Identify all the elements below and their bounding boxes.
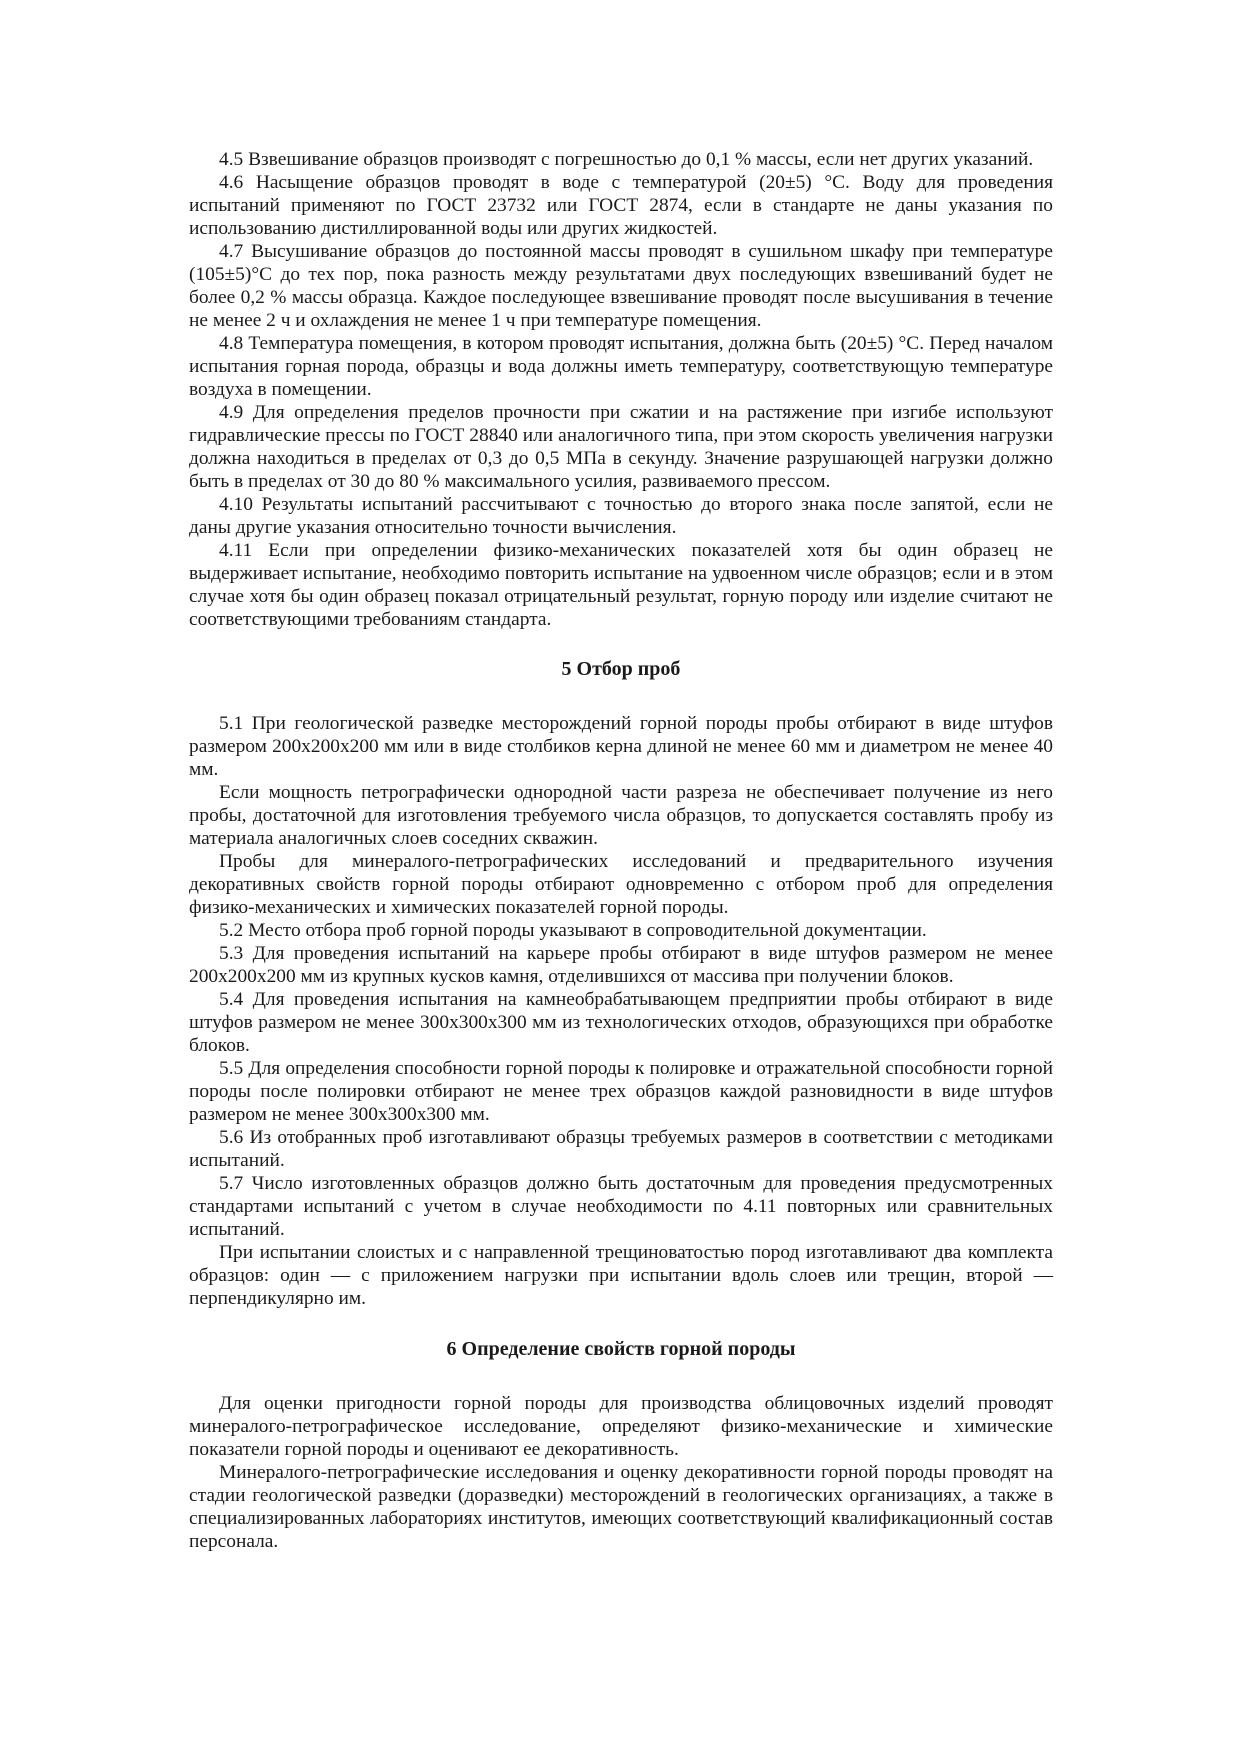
section-5-heading: 5 Отбор проб (561, 658, 681, 680)
paragraph-6-studies: Минералого-петрографические исследования и оценку декоративности горной породы проводят на стадии геологической разведки (доразведки) месторождений в геологических организациях, а также в специализированных лабораториях институтов, имеющих соответствующий квалификационный состав персонала. (189, 1462, 1053, 1552)
paragraph-4-11: 4.11 Если при определении физико-механических показателей хотя бы один образец не выдерживает испытание, необходимо повторить испытание на удвоенном числе образцов; если и в этом случае хотя бы один образец показал отрицательный результат, горную породу или изделие считают не соответствующими требованиям стандарта. (189, 540, 1053, 630)
paragraph-4-10: 4.10 Результаты испытаний рассчитывают с точностью до второго знака после запятой, если не даны другие указания относительно точности вычисления. (189, 494, 1053, 538)
paragraph-5-7: 5.7 Число изготовленных образцов должно быть достаточным для проведения предусмотренных стандартами испытаний с учетом в случае необходимости по 4.11 повторных или сравнительных испытаний. (189, 1173, 1053, 1240)
paragraph-6-intro: Для оценки пригодности горной породы для производства облицовочных изделий проводят минералого-петрографическое исследование, определяют физико-механические и химические показатели горной породы и оценивают ее декоративность. (189, 1393, 1053, 1460)
paragraph-4-5: 4.5 Взвешивание образцов производят с погрешностью до 0,1 % массы, если нет других указаний. (219, 149, 1034, 170)
paragraph-5-7-layered: При испытании слоистых и с направленной трещиноватостью пород изготавливают два комплекта образцов: один — с приложением нагрузки при испытании вдоль слоев или трещин, второй — перпендикулярно им. (189, 1242, 1053, 1309)
paragraph-4-9: 4.9 Для определения пределов прочности при сжатии и на растяжение при изгибе используют гидравлические прессы по ГОСТ 28840 или аналогичного типа, при этом скорость увеличения нагрузки должна находиться в пределах от 0,3 до 0,5 МПа в секунду. Значение разрушающей нагрузки должно быть в пределах от 30 до 80 % максимального усилия, развиваемого прессом. (189, 402, 1053, 492)
paragraph-5-5: 5.5 Для определения способности горной породы к полировке и отражательной способности горной породы после полировки отбирают не менее трех образцов каждой разновидности в виде штуфов размером не менее 300х300х300 мм. (189, 1058, 1053, 1125)
paragraph-5-6: 5.6 Из отобранных проб изготавливают образцы требуемых размеров в соответствии с методиками испытаний. (189, 1127, 1053, 1171)
document-page (189, 148, 1053, 1553)
paragraph-4-8: 4.8 Температура помещения, в котором проводят испытания, должна быть (20±5) °С. Перед началом испытания горная порода, образцы и вода должны иметь температуру, соответствующую температуре воздуха в помещении. (189, 333, 1053, 400)
section-6-heading: 6 Определение свойств горной породы (446, 1338, 796, 1360)
paragraph-5-1-samples: Пробы для минералого-петрографических исследований и предварительного изучения декоративных свойств горной породы отбирают одновременно с отбором проб для определения физико-механических и химических показателей горной породы. (189, 851, 1053, 918)
paragraph-4-6: 4.6 Насыщение образцов проводят в воде с температурой (20±5) °С. Воду для проведения испытаний применяют по ГОСТ 23732 или ГОСТ 2874, если в стандарте не даны указания по использованию дистиллированной воды или других жидкостей. (189, 172, 1053, 239)
paragraph-5-1: 5.1 При геологической разведке месторождений горной породы пробы отбирают в виде штуфов размером 200х200х200 мм или в виде столбиков керна длиной не менее 60 мм и диаметром не менее 40 мм. (189, 713, 1053, 780)
paragraph-5-2: 5.2 Место отбора проб горной породы указывают в сопроводительной документации. (219, 920, 927, 941)
paragraph-4-7: 4.7 Высушивание образцов до постоянной массы проводят в сушильном шкафу при температуре (105±5)°С до тех пор, пока разность между результатами двух последующих взвешиваний будет не более 0,2 % массы образца. Каждое последующее взвешивание проводят после высушивания в течение не менее 2 ч и охлаждения не менее 1 ч при температуре помещения. (189, 241, 1053, 331)
paragraph-5-1-continued: Если мощность петрографически однородной части разреза не обеспечивает получение из него пробы, достаточной для изготовления требуемого числа образцов, то допускается составлять пробу из материала аналогичных слоев соседних скважин. (189, 782, 1053, 849)
paragraph-5-3: 5.3 Для проведения испытаний на карьере пробы отбирают в виде штуфов размером не менее 200х200х200 мм из крупных кусков камня, отделившихся от массива при получении блоков. (189, 943, 1053, 987)
paragraph-5-4: 5.4 Для проведения испытания на камнеобрабатывающем предприятии пробы отбирают в виде штуфов размером не менее 300х300х300 мм из технологических отходов, образующихся при обработке блоков. (189, 989, 1053, 1056)
